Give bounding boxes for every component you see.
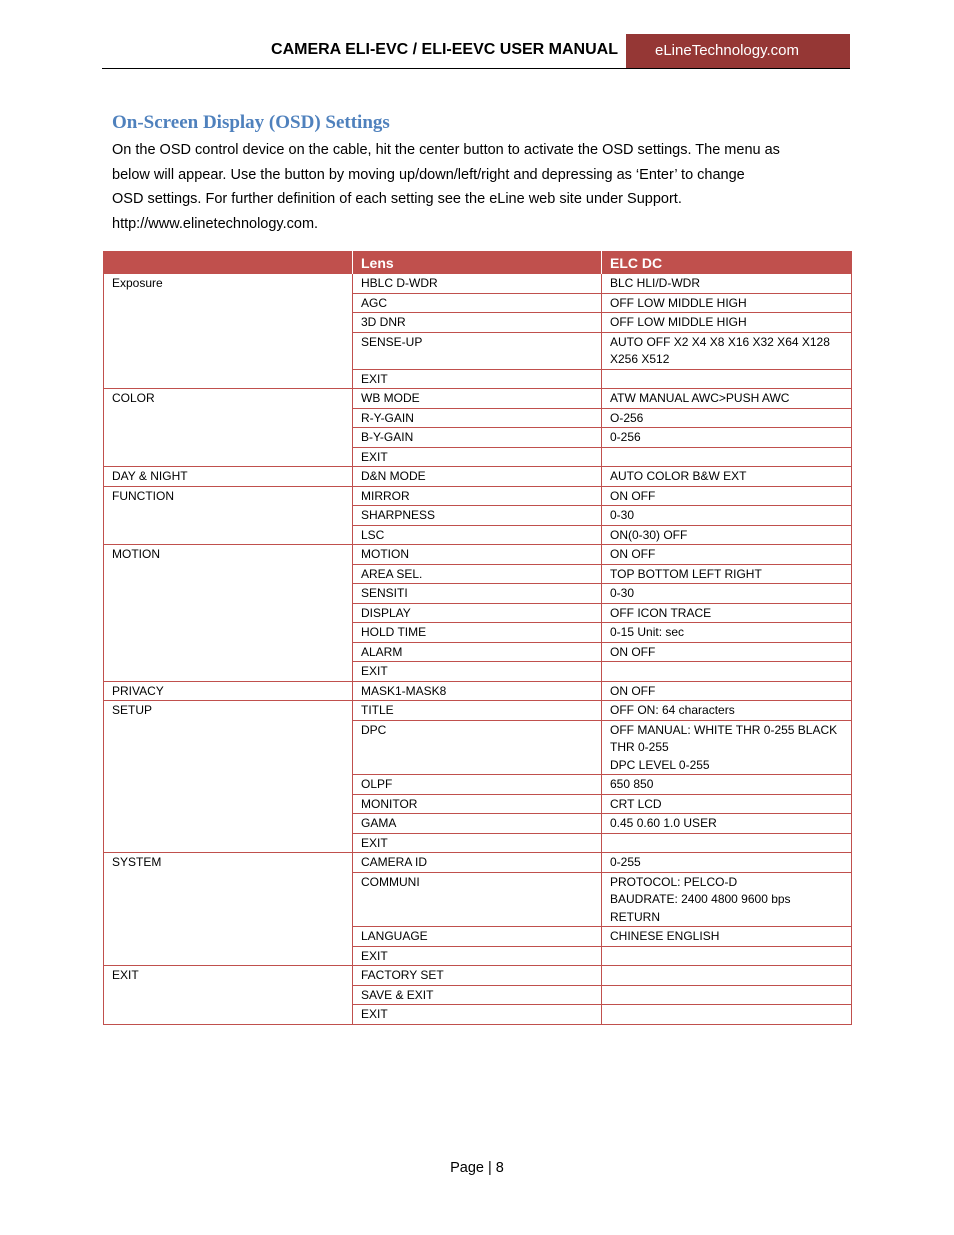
section-heading: On-Screen Display (OSD) Settings bbox=[112, 112, 390, 133]
lens-item-cell: HBLC D-WDR bbox=[353, 274, 602, 293]
elc-dc-value-cell bbox=[602, 662, 852, 682]
header-title: CAMERA ELI-EVC / ELI-EEVC USER MANUAL bbox=[271, 41, 618, 58]
value-line: 0-15 Unit: sec bbox=[610, 625, 685, 639]
elc-dc-value-cell bbox=[602, 872, 852, 927]
intro-line: OSD settings. For further definition of each setting see the eLine web site under Support. bbox=[112, 191, 682, 207]
lens-item-cell: DISPLAY bbox=[353, 603, 602, 623]
lens-item-cell: AREA SEL. bbox=[353, 564, 602, 584]
intro-line: On the OSD control device on the cable, hit the center button to activate the OSD settings. The menu as bbox=[112, 142, 780, 158]
lens-item-cell: DPC bbox=[353, 720, 602, 775]
menu-cell: Exposure bbox=[104, 274, 353, 389]
value-line: ON(0-30) OFF bbox=[610, 527, 688, 542]
lens-item-cell: MONITOR bbox=[353, 794, 602, 814]
value-line: OFF LOW MIDDLE HIGH bbox=[610, 315, 747, 329]
lens-item-cell: B-Y-GAIN bbox=[353, 428, 602, 448]
elc-dc-value-cell bbox=[602, 332, 852, 369]
table-row bbox=[104, 701, 852, 721]
value-line: 650 850 bbox=[610, 777, 654, 791]
elc-dc-value-cell bbox=[602, 833, 852, 853]
lens-item-cell: MOTION bbox=[353, 545, 602, 565]
header-rule bbox=[102, 68, 850, 69]
menu-cell: MOTION bbox=[104, 545, 353, 682]
table-row bbox=[104, 853, 852, 873]
elc-dc-value-cell bbox=[602, 564, 852, 584]
menu-cell: FUNCTION bbox=[104, 486, 353, 545]
lens-item-cell: SAVE & EXIT bbox=[353, 985, 602, 1005]
elc-dc-value-cell bbox=[602, 525, 852, 545]
value-line: 0.45 0.60 1.0 USER bbox=[610, 816, 717, 830]
menu-cell: SETUP bbox=[104, 701, 353, 853]
value-line: BAUDRATE: 2400 4800 9600 bps bbox=[610, 892, 791, 906]
elc-dc-value-cell bbox=[602, 369, 852, 389]
lens-item-cell: CAMERA ID bbox=[353, 853, 602, 873]
lens-item-cell: 3D DNR bbox=[353, 313, 602, 333]
lens-item-cell: SENSITI bbox=[353, 584, 602, 604]
value-line: OFF ICON TRACE bbox=[610, 605, 712, 620]
lens-item-cell: OLPF bbox=[353, 775, 602, 795]
elc-dc-value-cell bbox=[602, 467, 852, 487]
lens-item-cell: SENSE-UP bbox=[353, 332, 602, 369]
value-line: OFF ON: 64 characters bbox=[610, 703, 735, 717]
page-number: Page | 8 bbox=[450, 1160, 504, 1176]
elc-dc-value-cell bbox=[602, 946, 852, 966]
elc-dc-value-cell bbox=[602, 642, 852, 662]
value-line: RETURN bbox=[610, 909, 660, 924]
menu-cell: COLOR bbox=[104, 389, 353, 467]
table-row bbox=[104, 681, 852, 701]
lens-item-cell: AGC bbox=[353, 293, 602, 313]
elc-dc-value-cell bbox=[602, 1005, 852, 1025]
menu-cell: PRIVACY bbox=[104, 681, 353, 701]
lens-item-cell: WB MODE bbox=[353, 389, 602, 409]
lens-item-cell: D&N MODE bbox=[353, 467, 602, 487]
header-site-badge: eLineTechnology.com bbox=[626, 34, 850, 68]
value-line: 0-30 bbox=[610, 586, 635, 600]
value-line: OFF LOW MIDDLE HIGH bbox=[610, 295, 747, 310]
elc-dc-value-cell bbox=[602, 486, 852, 506]
lens-item-cell: EXIT bbox=[353, 662, 602, 682]
elc-dc-value-cell bbox=[602, 794, 852, 814]
lens-item-cell: EXIT bbox=[353, 833, 602, 853]
elc-dc-value-cell bbox=[602, 584, 852, 604]
menu-cell: SYSTEM bbox=[104, 853, 353, 966]
table-header-row bbox=[104, 252, 852, 275]
value-line: DPC LEVEL 0-255 bbox=[610, 757, 710, 772]
value-line: ON OFF bbox=[610, 683, 656, 698]
elc-dc-value-cell bbox=[602, 389, 852, 409]
lens-item-cell: MIRROR bbox=[353, 486, 602, 506]
elc-dc-value-cell bbox=[602, 966, 852, 986]
lens-item-cell: LSC bbox=[353, 525, 602, 545]
elc-dc-value-cell bbox=[602, 927, 852, 947]
value-line: THR 0-255 bbox=[610, 740, 669, 754]
menu-cell: EXIT bbox=[104, 966, 353, 1025]
header-cell-elc-dc: ELC DC bbox=[602, 252, 852, 275]
menu-cell: DAY & NIGHT bbox=[104, 467, 353, 487]
lens-item-cell: EXIT bbox=[353, 369, 602, 389]
header-cell-lens: Lens bbox=[353, 252, 602, 275]
value-line: 0-30 bbox=[610, 508, 635, 522]
intro-paragraph bbox=[112, 138, 852, 236]
table-row bbox=[104, 966, 852, 986]
elc-dc-value-cell bbox=[602, 506, 852, 526]
value-line: TOP BOTTOM LEFT RIGHT bbox=[610, 566, 762, 581]
lens-item-cell: COMMUNI bbox=[353, 872, 602, 927]
lens-item-cell: HOLD TIME bbox=[353, 623, 602, 643]
elc-dc-value-cell bbox=[602, 274, 852, 293]
elc-dc-value-cell bbox=[602, 447, 852, 467]
elc-dc-value-cell bbox=[602, 623, 852, 643]
elc-dc-value-cell bbox=[602, 853, 852, 873]
table-row bbox=[104, 486, 852, 506]
value-line: ON OFF bbox=[610, 644, 656, 659]
value-line: OFF MANUAL: WHITE THR 0-255 BLACK bbox=[610, 722, 838, 737]
elc-dc-value-cell bbox=[602, 701, 852, 721]
elc-dc-value-cell bbox=[602, 814, 852, 834]
value-line: O-256 bbox=[610, 410, 644, 425]
value-line: CRT LCD bbox=[610, 796, 662, 811]
value-line: ON OFF bbox=[610, 488, 656, 503]
intro-line: below will appear. Use the button by moving up/down/left/right and depressing as ‘Enter’ to change bbox=[112, 166, 745, 183]
value-line: ON OFF bbox=[610, 547, 656, 561]
value-line: CHINESE ENGLISH bbox=[610, 929, 720, 943]
elc-dc-value-cell bbox=[602, 428, 852, 448]
elc-dc-value-cell bbox=[602, 293, 852, 313]
lens-item-cell: R-Y-GAIN bbox=[353, 408, 602, 428]
value-line: ATW MANUAL AWC>PUSH AWC bbox=[610, 391, 790, 405]
table-row bbox=[104, 467, 852, 487]
lens-item-cell: GAMA bbox=[353, 814, 602, 834]
lens-item-cell: SHARPNESS bbox=[353, 506, 602, 526]
value-line: PROTOCOL: PELCO-D bbox=[610, 874, 738, 889]
value-line: AUTO COLOR B&W EXT bbox=[610, 469, 747, 483]
intro-line: http://www.elinetechnology.com. bbox=[112, 215, 319, 232]
lens-item-cell: TITLE bbox=[353, 701, 602, 721]
elc-dc-value-cell bbox=[602, 985, 852, 1005]
elc-dc-value-cell bbox=[602, 775, 852, 795]
lens-item-cell: FACTORY SET bbox=[353, 966, 602, 986]
lens-item-cell: ALARM bbox=[353, 642, 602, 662]
osd-settings-table bbox=[103, 251, 852, 1025]
value-line: AUTO OFF X2 X4 X8 X16 X32 X64 X128 bbox=[610, 334, 830, 349]
table-row bbox=[104, 545, 852, 565]
elc-dc-value-cell bbox=[602, 681, 852, 701]
elc-dc-value-cell bbox=[602, 720, 852, 775]
value-line: 0-256 bbox=[610, 430, 641, 444]
elc-dc-value-cell bbox=[602, 603, 852, 623]
value-line: 0-255 bbox=[610, 855, 641, 869]
lens-item-cell: EXIT bbox=[353, 447, 602, 467]
table-body bbox=[104, 274, 852, 1024]
lens-item-cell: EXIT bbox=[353, 1005, 602, 1025]
lens-item-cell: MASK1-MASK8 bbox=[353, 681, 602, 701]
value-line: X256 X512 bbox=[610, 352, 670, 366]
elc-dc-value-cell bbox=[602, 313, 852, 333]
table-row bbox=[104, 274, 852, 293]
table-row bbox=[104, 389, 852, 409]
header-cell-menu bbox=[104, 252, 353, 275]
value-line: BLC HLI/D-WDR bbox=[610, 276, 701, 290]
lens-item-cell: EXIT bbox=[353, 946, 602, 966]
lens-item-cell: LANGUAGE bbox=[353, 927, 602, 947]
elc-dc-value-cell bbox=[602, 545, 852, 565]
elc-dc-value-cell bbox=[602, 408, 852, 428]
